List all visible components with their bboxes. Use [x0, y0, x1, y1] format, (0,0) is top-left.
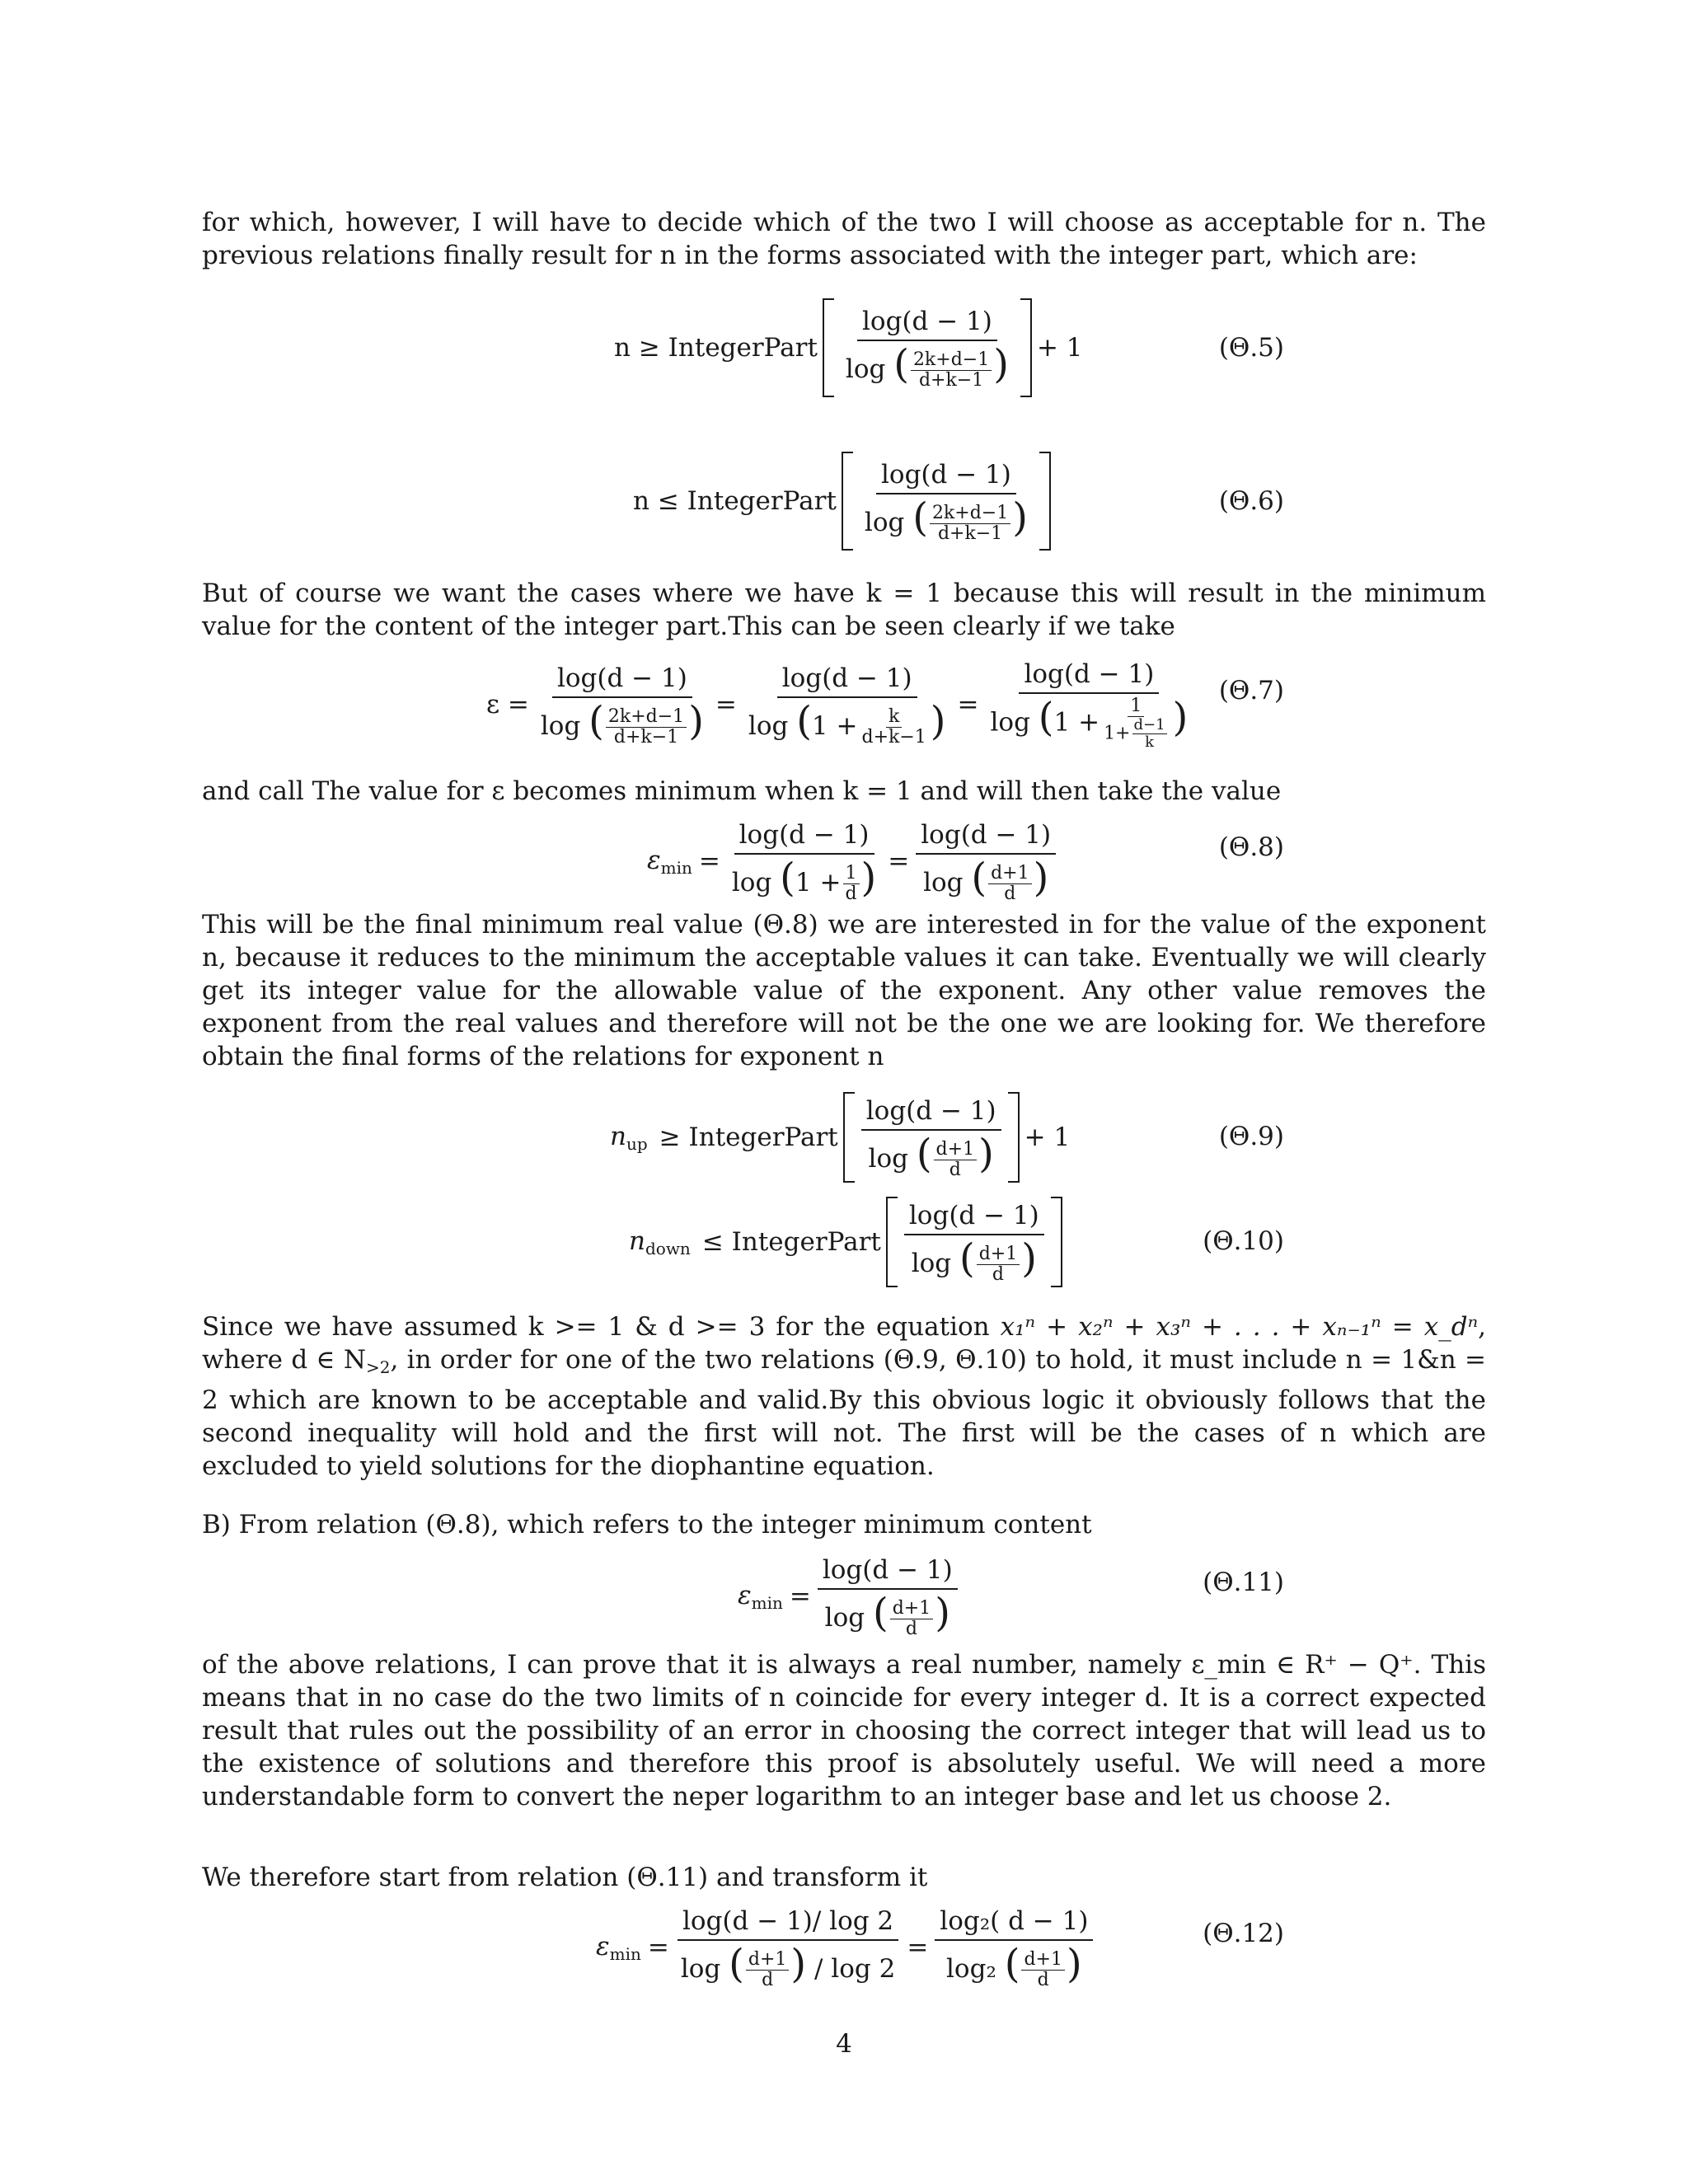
- eq12-numerator-1: log(d − 1)/ log 2: [678, 1906, 898, 1941]
- eq9-inner-num: d+1: [934, 1141, 978, 1160]
- eq12-f1-den: d: [762, 1969, 774, 1990]
- eq5-tail: + 1: [1036, 333, 1083, 363]
- eq7-f1-num: 2k+d−1: [606, 708, 687, 728]
- eq11-inner-num: d+1: [890, 1600, 934, 1619]
- eq7-f3-pre: 1 +: [1053, 707, 1100, 738]
- eq12-f2-num: d+1: [1021, 1951, 1065, 1971]
- eq10-inner-den: d: [992, 1263, 1004, 1285]
- paragraph-3: and call The value for ε becomes minimum when k = 1 and will then take the value: [202, 776, 1282, 806]
- eq12-f2-den: d: [1037, 1969, 1049, 1990]
- eq10-lhs: n: [629, 1226, 645, 1256]
- eq8-f2-num: d+1: [988, 865, 1032, 884]
- eq7-f3-inner-den: k: [1145, 733, 1154, 751]
- eq10-rel: ≤ IntegerPart: [701, 1227, 881, 1257]
- eq5-lhs: n ≥ IntegerPart: [614, 333, 818, 363]
- paragraph-4: This will be the final minimum real value (Θ.8) we are interested in for the value of the exponent n, because it reduces to the minimum the acceptable values it can take. Eventually we will clearly get its integer value for the allowable value of the exponent. Any other value removes the exponent from the real values and therefore will not be the one we are looking for. We therefore obtain the final forms of the relations for exponent n: [202, 910, 1486, 1071]
- paragraph-1: for which, however, I will have to decide which of the two I will choose as acceptable for n. The previous relations finally result for n in the forms associated with the integer part, which are:: [202, 208, 1486, 270]
- eq7-f3-num: 1: [1128, 697, 1144, 717]
- eq7-numerator-2: log(d − 1): [777, 663, 917, 698]
- eq7-equals-2: =: [957, 690, 979, 719]
- eq7-number: (Θ.7): [1218, 676, 1284, 705]
- eq10-numerator: log(d − 1): [904, 1201, 1044, 1235]
- page-number: 4: [836, 2029, 852, 2059]
- p5-inline-equation: x₁ⁿ + x₂ⁿ + x₃ⁿ + . . . + xₙ₋₁ⁿ = x_dⁿ: [1000, 1312, 1479, 1342]
- eq12-f1-num: d+1: [746, 1951, 790, 1971]
- equation-theta-8: $\varepsilon_{min}$ = log(d − 1) log (1 + $\frac{1}{d}$ ) = log(d − 1) log ( $\frac{d+1}{d}$ ) (Θ.8): [647, 819, 1284, 904]
- eq12-lhs: ε: [596, 1931, 610, 1961]
- eq9-lhs-sub: up: [626, 1133, 648, 1154]
- eq10-number: (Θ.10): [1203, 1226, 1284, 1256]
- equation-theta-6: n ≤ IntegerPart log(d − 1) log ( $\frac{2k+d-1}{d+k-1}$ ) (Θ.6): [202, 452, 1486, 551]
- eq11-number: (Θ.11): [1203, 1568, 1284, 1597]
- eq8-number: (Θ.8): [1218, 832, 1284, 862]
- eq9-tail: + 1: [1024, 1122, 1071, 1152]
- eq5-number: (Θ.5): [1218, 333, 1284, 363]
- eq6-numerator: log(d − 1): [876, 460, 1016, 494]
- eq6-number: (Θ.6): [1218, 486, 1284, 516]
- paragraph-8: We therefore start from relation (Θ.11) and transform it: [202, 1863, 928, 1892]
- eq7-f3-den-pre: 1+: [1104, 723, 1131, 744]
- eq6-inner-num: 2k+d−1: [930, 504, 1010, 524]
- eq9-lhs: n: [610, 1121, 626, 1151]
- equation-theta-5: n ≥ IntegerPart log(d − 1) log ( $\frac{2k+d-1}{d+k-1}$ ) + 1 (Θ.5): [202, 298, 1486, 397]
- eq10-lhs-sub: down: [645, 1238, 691, 1258]
- eq11-lhs-sub: min: [751, 1592, 783, 1613]
- eq12-den2-log: log₂: [946, 1953, 996, 1984]
- eq7-equals-1: =: [715, 690, 737, 719]
- p5-part-d: , in order for one of the two relations (Θ.9, Θ.10) to hold, it must include n = 1&n = 2 which are known to be acceptable and valid.By this obvious logic it obviously follows that the second inequality will hold and the first will not. The first will be the cases of n which are excluded to yield solutions for the diophantine equation.: [202, 1345, 1486, 1481]
- eq8-f1-num: 1: [843, 865, 860, 884]
- eq7-f3-inner-num: d−1: [1133, 716, 1165, 733]
- eq7-f2-den: d+k−1: [861, 726, 926, 748]
- p5-part-b: , where d ∈ N: [202, 1312, 1486, 1375]
- eq5-log: log: [845, 354, 886, 384]
- eq7-f1-den: d+k−1: [613, 726, 679, 748]
- eq9-inner-den: d: [949, 1159, 961, 1180]
- eq7-numerator-3: log(d − 1): [1019, 659, 1159, 694]
- eq8-lhs-sub: min: [660, 857, 692, 878]
- eq8-numerator-1: log(d − 1): [734, 820, 874, 855]
- eq9-number: (Θ.9): [1218, 1122, 1284, 1151]
- eq5-inner-num: 2k+d−1: [911, 351, 992, 371]
- eq8-lhs: ε: [647, 845, 661, 875]
- eq5-numerator: log(d − 1): [857, 307, 997, 341]
- paragraph-5: [202, 1310, 1486, 1483]
- eq6-lhs: n ≤ IntegerPart: [633, 486, 837, 516]
- eq8-f2-den: d: [1004, 883, 1016, 904]
- eq7-f2-pre: 1 +: [811, 710, 858, 741]
- equation-theta-9: $n_{up}$ ≥ IntegerPart log(d − 1) log ( $\frac{d+1}{d}$ ) + 1 (Θ.9): [202, 1092, 1486, 1183]
- p5-part-a: Since we have assumed k >= 1 & d >= 3 for the equation: [202, 1312, 990, 1342]
- eq7-f2-num: k: [886, 708, 902, 728]
- eq8-f1-den: d: [845, 883, 857, 904]
- p5-part-c: >2: [365, 1357, 391, 1377]
- eq12-den1-tail: / log 2: [814, 1953, 896, 1984]
- equation-theta-7: ε = log(d − 1) log ( $\frac{2k+d-1}{d+k-1}$ ) = log(d − 1) log (1 + $\frac{k}{d+k-1}$ ) = log(d − 1) log (1 + 1 1+ $\frac{d-1}{k}$ ) (Θ.7): [486, 659, 1284, 751]
- eq8-f1-pre: 1 +: [795, 867, 842, 898]
- equation-theta-10: $n_{down}$ ≤ IntegerPart log(d − 1) log ( $\frac{d+1}{d}$ ) (Θ.10): [202, 1197, 1486, 1287]
- eq11-numerator: log(d − 1): [818, 1555, 958, 1590]
- paragraph-7: of the above relations, I can prove that it is always a real number, namely ε_min ∈ R⁺ − Q⁺. This means that in no case do the two limits of n coincide for every integer d. It is a correct expected result that rules out the possibility of an error in choosing the correct integer that will lead us to the existence of solutions and therefore this proof is absolutely useful. We will need a more understandable form to convert the neper logarithm to an integer base and let us choose 2.: [202, 1650, 1486, 1811]
- eq5-inner-den: d+k−1: [918, 369, 984, 391]
- eq10-inner-num: d+1: [977, 1245, 1020, 1265]
- eq12-lhs-sub: min: [609, 1943, 641, 1964]
- eq12-number: (Θ.12): [1203, 1919, 1284, 1948]
- eq11-lhs: ε: [738, 1580, 752, 1610]
- eq9-numerator: log(d − 1): [861, 1096, 1001, 1131]
- paragraph-6: B) From relation (Θ.8), which refers to the integer minimum content: [202, 1510, 1092, 1540]
- eq9-rel: ≥ IntegerPart: [659, 1122, 838, 1152]
- eq11-inner-den: d: [905, 1618, 917, 1639]
- eq7-lhs: ε =: [486, 690, 529, 719]
- eq8-numerator-2: log(d − 1): [916, 820, 1056, 855]
- eq6-inner-den: d+k−1: [937, 523, 1003, 544]
- eq12-numerator-2: log₂( d − 1): [935, 1906, 1093, 1941]
- eq7-numerator-1: log(d − 1): [552, 663, 692, 698]
- eq6-log: log: [864, 507, 905, 537]
- equation-theta-11: $\varepsilon_{min}$ = log(d − 1) log ( $\frac{d+1}{d}$ ) (Θ.11): [738, 1554, 1284, 1639]
- paragraph-2: But of course we want the cases where we have k = 1 because this will result in the minimum value for the content of the integer part.This can be seen clearly if we take: [202, 579, 1486, 641]
- equation-theta-12: $\varepsilon_{min}$ = log(d − 1)/ log 2 log ( $\frac{d+1}{d}$ ) / log 2 = log₂( d − 1) log₂ ( $\frac{d+1}{d}$ ) (Θ.12): [596, 1905, 1284, 1990]
